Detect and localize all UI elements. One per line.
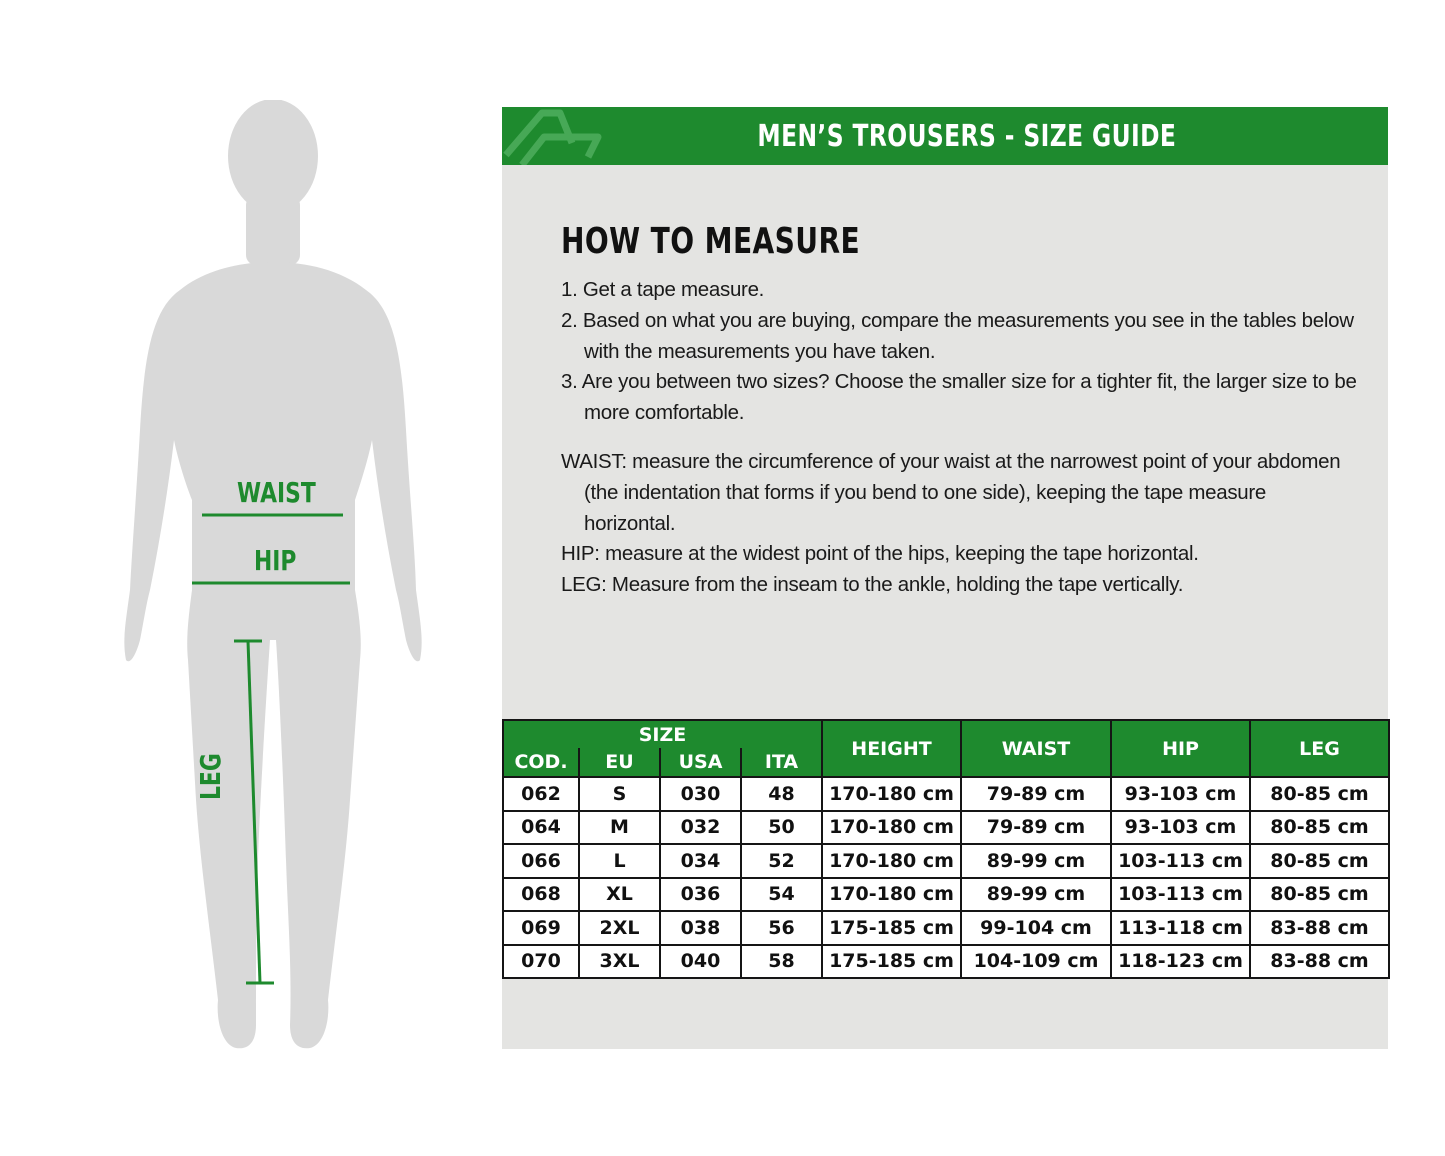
table-cell: 170-180 cm (822, 844, 961, 878)
table-cell: 175-185 cm (822, 945, 961, 979)
table-row (503, 878, 1389, 912)
column-header: HEIGHT (822, 720, 961, 777)
table-cell: 83-88 cm (1250, 911, 1389, 945)
table-cell: 80-85 cm (1250, 777, 1389, 811)
size-group-header: SIZE (503, 720, 822, 748)
header-bar (502, 107, 1388, 165)
table-cell: 93-103 cm (1111, 777, 1250, 811)
table-cell: 069 (503, 911, 579, 945)
table-cell: XL (579, 878, 660, 912)
table-cell: 175-185 cm (822, 911, 961, 945)
table-cell: 032 (660, 811, 741, 845)
how-to-measure-title: HOW TO MEASURE (561, 221, 861, 262)
table-cell: 118-123 cm (1111, 945, 1250, 979)
table-cell: 79-89 cm (961, 811, 1111, 845)
list-item: LEG: Measure from the inseam to the ankle, holding the tape vertically. (561, 573, 1184, 597)
table-cell: S (579, 777, 660, 811)
male-silhouette-icon (110, 100, 440, 1060)
table-cell: 2XL (579, 911, 660, 945)
table-cell: 80-85 cm (1250, 844, 1389, 878)
table-cell: 066 (503, 844, 579, 878)
table-cell: 170-180 cm (822, 878, 961, 912)
column-header: COD. (503, 748, 579, 777)
measure-definitions (561, 447, 1361, 601)
table-cell: 038 (660, 911, 741, 945)
table-cell: 52 (741, 844, 822, 878)
table-row (503, 811, 1389, 845)
table-cell: 070 (503, 945, 579, 979)
table-cell: 062 (503, 777, 579, 811)
list-item: WAIST: measure the circumference of your waist at the narrowest point of your abdomen (the indentation that forms if you bend to one side), keeping the tape measure horizontal. (561, 450, 1341, 535)
table-cell: 103-113 cm (1111, 844, 1250, 878)
table-cell: 034 (660, 844, 741, 878)
table-cell: 036 (660, 878, 741, 912)
list-item: 2. Based on what you are buying, compare the measurements you see in the tables below with the measurements you have taken. (561, 308, 1354, 363)
table-cell: 58 (741, 945, 822, 979)
leg-label: LEG (194, 753, 227, 800)
list-item: HIP: measure at the widest point of the hips, keeping the tape horizontal. (561, 542, 1199, 566)
column-header: USA (660, 748, 741, 777)
table-row (503, 844, 1389, 878)
measure-steps (561, 275, 1361, 429)
table-cell: 89-99 cm (961, 844, 1111, 878)
brand-logo-icon (502, 107, 602, 165)
table-row (503, 777, 1389, 811)
table-cell: 93-103 cm (1111, 811, 1250, 845)
column-header: ITA (741, 748, 822, 777)
table-cell: 104-109 cm (961, 945, 1111, 979)
table-cell: 068 (503, 878, 579, 912)
column-header: LEG (1250, 720, 1389, 777)
column-header: WAIST (961, 720, 1111, 777)
body-figure (110, 100, 440, 1060)
list-item: 3. Are you between two sizes? Choose the smaller size for a tighter fit, the larger size to be more comfortable. (561, 370, 1357, 425)
table-cell: 79-89 cm (961, 777, 1111, 811)
table-cell: 170-180 cm (822, 811, 961, 845)
waist-label: WAIST (237, 476, 316, 509)
table-row (503, 945, 1389, 979)
table-cell: 89-99 cm (961, 878, 1111, 912)
table-cell: 170-180 cm (822, 777, 961, 811)
table-cell: 83-88 cm (1250, 945, 1389, 979)
table-cell: 030 (660, 777, 741, 811)
column-header: EU (579, 748, 660, 777)
table-cell: 99-104 cm (961, 911, 1111, 945)
table-cell: 064 (503, 811, 579, 845)
table-cell: 54 (741, 878, 822, 912)
page-title: MEN’S TROUSERS - SIZE GUIDE (757, 119, 1177, 154)
table-cell: 56 (741, 911, 822, 945)
table-cell: 113-118 cm (1111, 911, 1250, 945)
table-cell: 103-113 cm (1111, 878, 1250, 912)
size-guide-panel (502, 107, 1388, 1049)
list-item: 1. Get a tape measure. (561, 278, 765, 301)
table-cell: 80-85 cm (1250, 878, 1389, 912)
table-cell: 3XL (579, 945, 660, 979)
size-table (502, 719, 1390, 979)
table-cell: L (579, 844, 660, 878)
table-cell: 040 (660, 945, 741, 979)
table-cell: 50 (741, 811, 822, 845)
table-cell: M (579, 811, 660, 845)
table-cell: 80-85 cm (1250, 811, 1389, 845)
hip-label: HIP (254, 544, 297, 577)
table-row (503, 911, 1389, 945)
table-cell: 48 (741, 777, 822, 811)
column-header: HIP (1111, 720, 1250, 777)
